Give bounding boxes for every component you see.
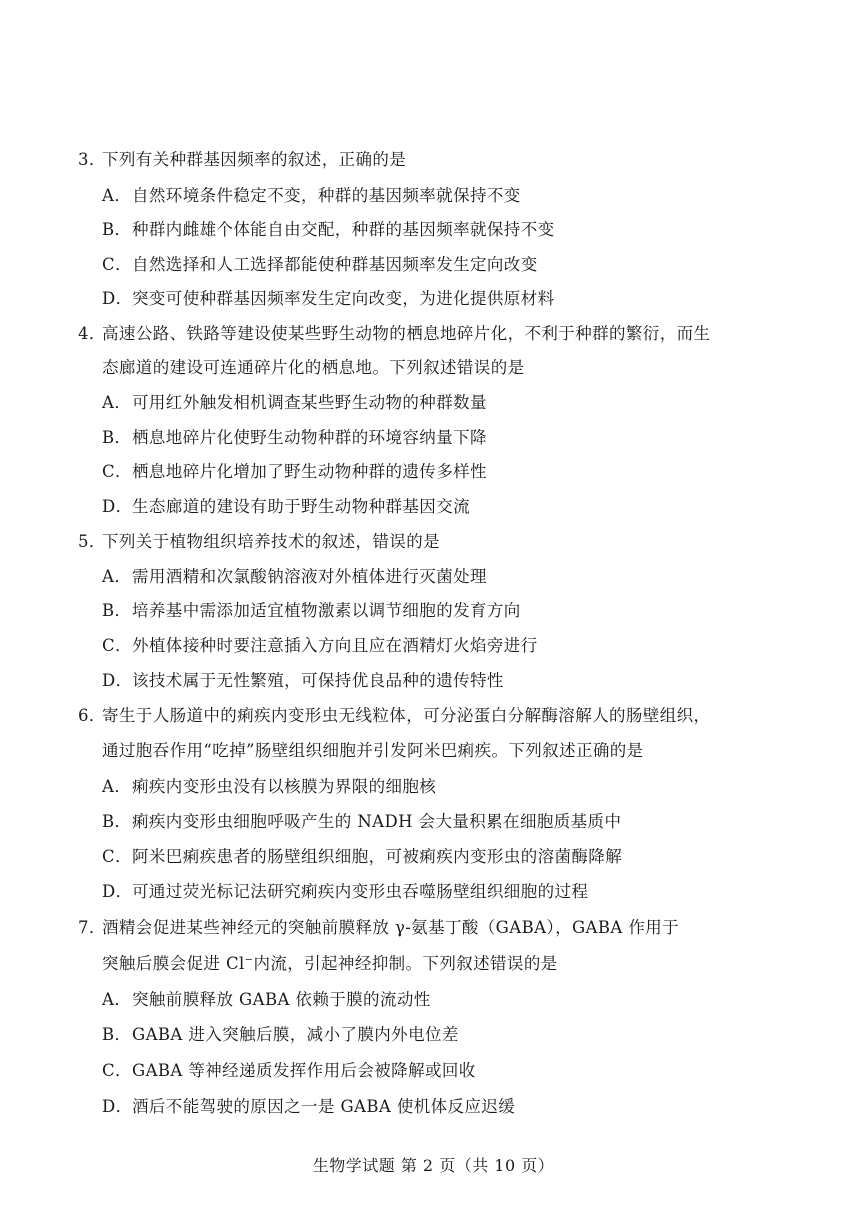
question-3-option-b: B．种群内雌雄个体能自由交配，种群的基因频率就保持不变 [102, 220, 555, 239]
question-6-option-a: A．痢疾内变形虫没有以核膜为界限的细胞核 [102, 777, 437, 796]
question-3-option-c: C．自然选择和人工选择都能使种群基因频率发生定向改变 [102, 255, 538, 274]
question-4-stem: 4．高速公路、铁路等建设使某些野生动物的栖息地碎片化，不利于种群的繁衍，而生 [78, 324, 711, 343]
question-3-option-d: D．突变可使种群基因频率发生定向改变，为进化提供原材料 [102, 289, 555, 308]
question-4-option-a: A．可用红外触发相机调查某些野生动物的种群数量 [102, 393, 487, 412]
question-7-option-d: D．酒后不能驾驶的原因之一是 GABA 使机体反应迟缓 [102, 1097, 516, 1116]
question-6-stem-line2: 通过胞吞作用“吃掉”肠壁组织细胞并引发阿米巴痢疾。下列叙述正确的是 [102, 741, 644, 760]
question-5-option-a: A．需用酒精和次氯酸钠溶液对外植体进行灭菌处理 [102, 567, 487, 586]
question-7-stem: 7．酒精会促进某些神经元的突触前膜释放 γ-氨基丁酸（GABA），GABA 作用于 [78, 918, 680, 937]
question-3-stem: 3．下列有关种群基因频率的叙述，正确的是 [78, 150, 407, 169]
question-7-option-c: C．GABA 等神经递质发挥作用后会被降解或回收 [102, 1061, 476, 1080]
question-5-option-c: C．外植体接种时要注意插入方向且应在酒精灯火焰旁进行 [102, 636, 538, 655]
question-6-option-d: D．可通过荧光标记法研究痢疾内变形虫吞噬肠壁组织细胞的过程 [102, 882, 589, 901]
question-4-option-c: C．栖息地碎片化增加了野生动物种群的遗传多样性 [102, 462, 487, 481]
question-4-stem-line2: 态廊道的建设可连通碎片化的栖息地。下列叙述错误的是 [102, 358, 525, 377]
question-6-option-c: C．阿米巴痢疾患者的肠壁组织细胞，可被痢疾内变形虫的溶菌酶降解 [102, 847, 623, 866]
question-5-option-d: D．该技术属于无性繁殖，可保持优良品种的遗传特性 [102, 671, 504, 690]
page-footer: 生物学试题 第 2 页（共 10 页） [312, 1156, 555, 1175]
question-7-stem-line2: 突触后膜会促进 Cl−内流，引起神经抑制。下列叙述错误的是 [102, 954, 558, 973]
superscript-minus: − [244, 954, 254, 966]
question-5-stem: 5．下列关于植物组织培养技术的叙述，错误的是 [78, 532, 440, 551]
question-5-option-b: B．培养基中需添加适宜植物激素以调节细胞的发育方向 [102, 601, 521, 620]
question-6-option-b: B．痢疾内变形虫细胞呼吸产生的 NADH 会大量积累在细胞质基质中 [102, 812, 622, 831]
question-4-option-b: B．栖息地碎片化使野生动物种群的环境容纳量下降 [102, 428, 487, 447]
question-7-option-a: A．突触前膜释放 GABA 依赖于膜的流动性 [102, 990, 431, 1009]
question-3-option-a: A．自然环境条件稳定不变，种群的基因频率就保持不变 [102, 186, 521, 205]
question-7-option-b: B．GABA 进入突触后膜，减小了膜内外电位差 [102, 1025, 459, 1044]
question-6-stem: 6．寄生于人肠道中的痢疾内变形虫无线粒体，可分泌蛋白分解酶溶解人的肠壁组织， [78, 706, 711, 725]
question-4-option-d: D．生态廊道的建设有助于野生动物种群基因交流 [102, 497, 470, 516]
